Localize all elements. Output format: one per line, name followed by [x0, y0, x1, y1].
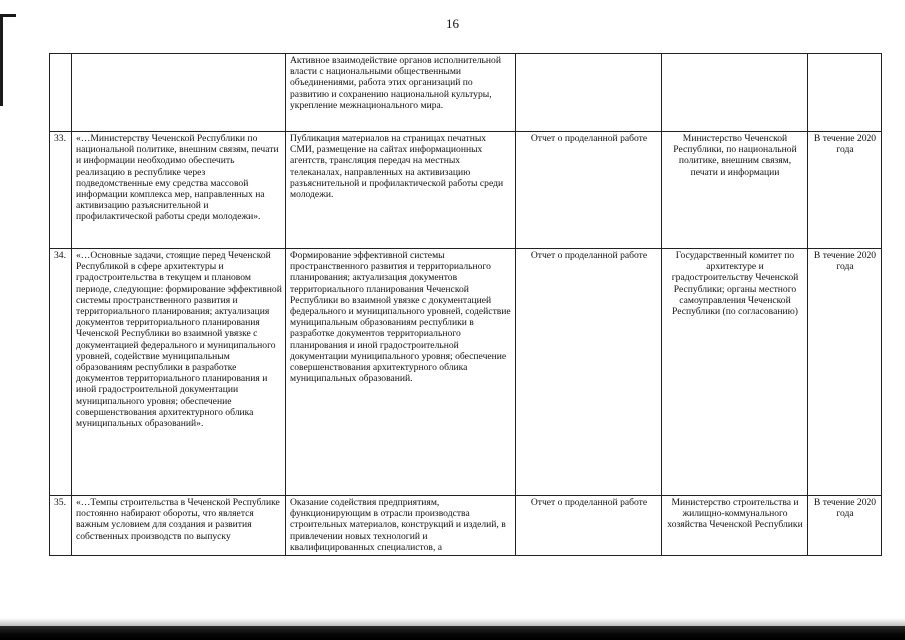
- scan-bottom-edge: [0, 626, 905, 640]
- report-form: Отчет о проделанной работе: [516, 132, 662, 249]
- executor: Министерство строительства и жилищно-коммунального хозяйства Чеченской Республики: [667, 497, 803, 531]
- executor: Государственный комитет по архитектуре и градостроительству Чеченской Республики; органы местного самоуправления Чеченской Республики (по согласованию): [662, 249, 808, 496]
- task-quote: [72, 54, 286, 132]
- executor: Министерство Чеченской Республики, по национальной политике, внешним связям, печати и информации: [662, 132, 808, 249]
- table-row: [50, 496, 882, 556]
- report-cell: [516, 496, 662, 556]
- row-number-text: 35.: [54, 497, 66, 508]
- page-number: 16: [446, 16, 459, 31]
- action-plan-table: [49, 53, 882, 556]
- table-row: [50, 249, 882, 496]
- executor: [662, 54, 808, 132]
- task-quote: «…Основные задачи, стоящие перед Чеченской Республикой в сфере архитектуры и градостроительства в текущем и плановом периоде, следующие: формирование эффективной системы пространственного развития и территориального планирования; актуализация документов территориального планирования Чеченской Республики во взаимной увязке с документацией федерального и муниципального уровней, содействие муниципальным образованиям республики в разработке документов территориального планирования и иной градостроительной документации муниципального уровня; обеспечение совершенствования архитектурного облика муниципальных образований».: [72, 249, 286, 496]
- activity-description: Публикация материалов на страницах печатных СМИ, размещение на сайтах информационных агентств, трансляция передач на местных телеканалах, направленных на активизацию разъяснительной и профилактической работы среди молодежи.: [286, 132, 516, 249]
- table-row: [50, 132, 882, 249]
- executor-cell: [662, 496, 808, 556]
- activity-description: Активное взаимодействие органов исполнительной власти с национальными общественными объединениями, работа этих организаций по развитию и сохранению национальной культуры, укрепление межнационального мира.: [286, 54, 516, 132]
- scan-bottom-shadow: [0, 618, 905, 626]
- row-number: 34.: [50, 249, 72, 496]
- activity-cell: [286, 496, 516, 556]
- report-form: Отчет о проделанной работе: [516, 249, 662, 496]
- deadline: В течение 2020 года: [808, 249, 882, 496]
- activity-description: Формирование эффективной системы пространственного развития и территориального планирования; актуализация документов территориального планирования Чеченской Республики во взаимной увязке с документацией федерального и муниципального уровней, содействие муниципальным образованиям республики в разработке документов территориального планирования и иной градостроительной документации муниципального уровня; обеспечение совершенствования архитектурного облика муниципальных образований.: [286, 249, 516, 496]
- report-form: [516, 54, 662, 132]
- activity-description: Оказание содействия предприятиям, функционирующим в отрасли производства строительных материалов, конструкций и изделий, в привлечении новых технологий и квалифицированных специалистов, а: [290, 497, 506, 553]
- row-number: 33.: [50, 132, 72, 249]
- task-quote: «…Темпы строительства в Чеченской Республике постоянно набирают обороты, что является важным условием для создания и развития собственных производств по выпуску: [76, 497, 280, 542]
- deadline: [808, 54, 882, 132]
- task-quote: «…Министерству Чеченской Республики по национальной политике, внешним связям, печати и информации необходимо обеспечить реализацию в республике через подведомственные ему средства массовой информации комплекса мер, направленных на активизацию разъяснительной и профилактической работы среди молодежи».: [72, 132, 286, 249]
- deadline: В течение 2020 года: [808, 132, 882, 249]
- table-row: [50, 54, 882, 132]
- row-number: [50, 496, 72, 556]
- task-quote-cell: [72, 496, 286, 556]
- deadline: В течение 2020 года: [813, 497, 877, 520]
- row-number: [50, 54, 72, 132]
- report-form: Отчет о проделанной работе: [530, 497, 648, 508]
- deadline-cell: [808, 496, 882, 556]
